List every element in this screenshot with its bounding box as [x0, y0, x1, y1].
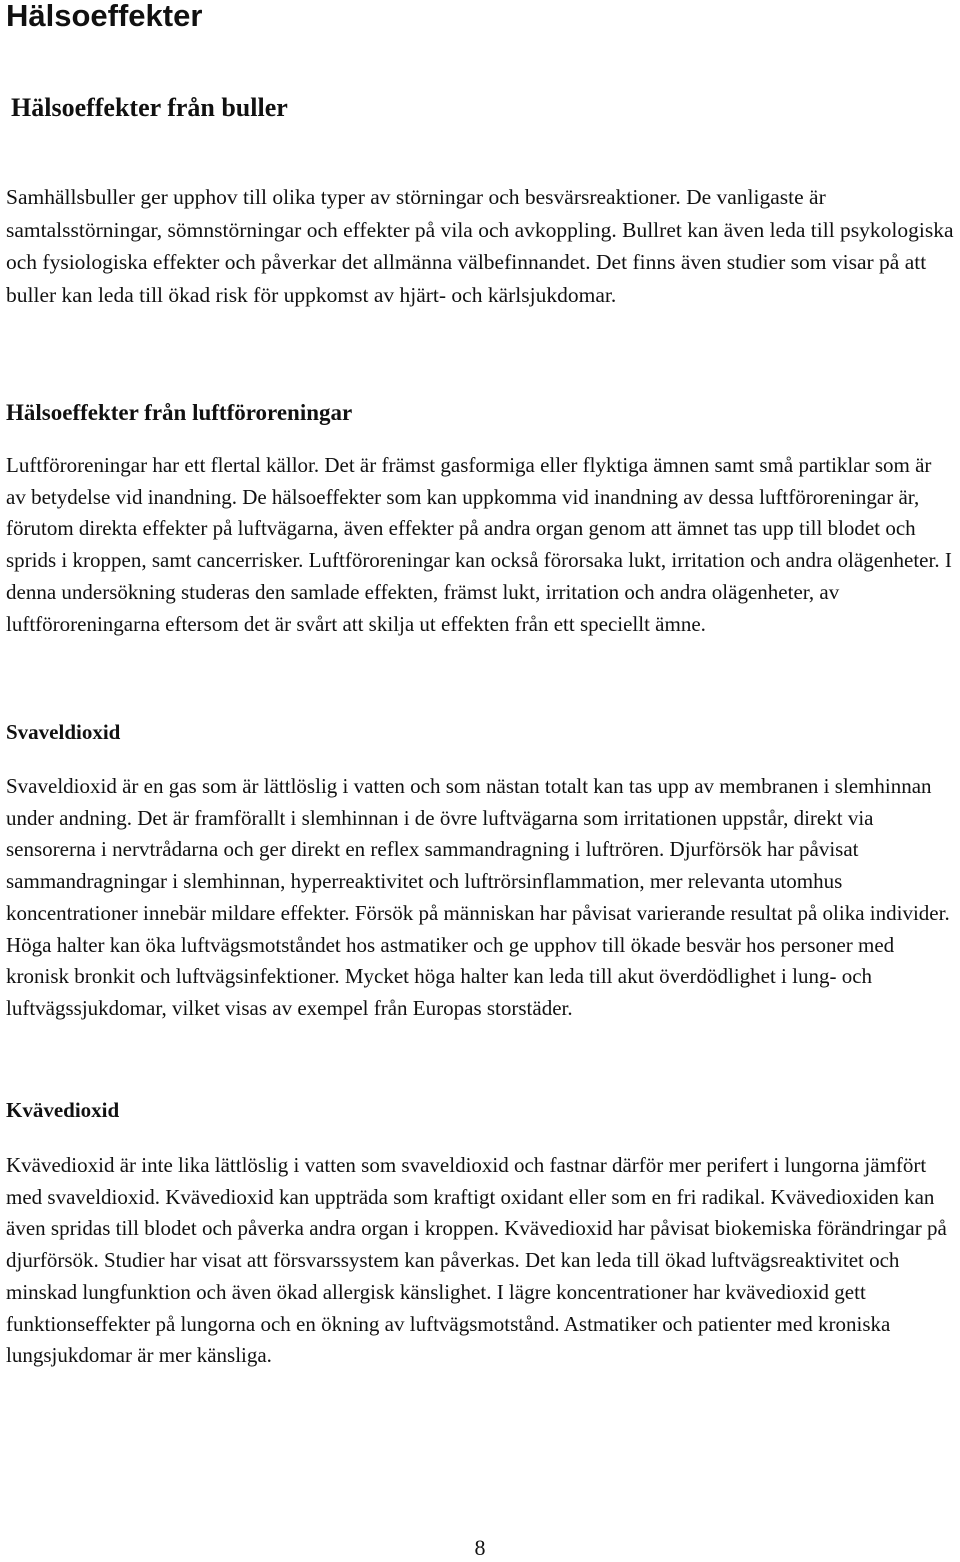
section-heading-kvavedioxid: Kvävedioxid — [6, 1098, 120, 1122]
section-heading-luftfororeningar: Hälsoeffekter från luftföroreningar — [6, 400, 353, 425]
page-number: 8 — [474, 1535, 486, 1560]
paragraph-luftfororeningar: Luftföroreningar har ett flertal källor. Det är främst gasformiga eller flyktiga ämnen samt små partiklar som är av betydelse vid inandning. De hälsoeffekter som kan uppkomma vid inandning av dessa luftföroreningar är, förutom direkta effekter på luftvägarna, även effekter på andra organ genom att ämnet tas upp till blodet och sprids i kroppen, samt cancerrisker. Luftföroreningar kan också förorsaka lukt, irritation och andra olägenheter. I denna undersökning studeras den samlade effekten, främst lukt, irritation och andra olägenheter, av luftföroreningarna eftersom det är svårt att skilja ut effekten från ett speciellt ämne. — [6, 453, 952, 636]
paragraph-kvavedioxid: Kvävedioxid är inte lika lättlöslig i vatten som svaveldioxid och fastnar därför mer perifert i lungorna jämfört med svaveldioxid. Kvävedioxid kan uppträda som kraftigt oxidant eller som en fri radikal. Kvävedioxiden kan även spridas till blodet och påverka andra organ i kroppen. Kvävedioxid har påvisat biokemiska förändringar på djurförsök. Studier har visat att försvarssystem kan påverkas. Det kan leda till ökad luftvägsreaktivitet och minskad lungfunktion och även ökad allergisk känslighet. I lägre koncentrationer har kvävedioxid gett funktionseffekter på lungorna och en ökning av luftvägsmotstånd. Astmatiker och patienter med kroniska lungsjukdomar är mer känsliga. — [6, 1153, 947, 1368]
paragraph-buller: Samhällsbuller ger upphov till olika typer av störningar och besvärsreaktioner. De vanligaste är samtalsstörningar, sömnstörningar och effekter på vila och avkoppling. Bullret kan även leda till psykologiska och fysiologiska effekter och påverkar det allmänna välbefinnandet. Det finns även studier som visar på att buller kan leda till ökad risk för uppkomst av hjärt- och kärlsjukdomar. — [6, 185, 954, 307]
paragraph-svaveldioxid: Svaveldioxid är en gas som är lättlöslig i vatten och som nästan totalt kan tas upp av membranen i slemhinnan under andning. Det är framförallt i slemhinnan i de övre luftvägarna som irritationen uppstår, direkt via sensorerna i nervtrådarna och ger direkt en reflex sammandragning i luftrören. Djurförsök har påvisat sammandragningar i slemhinnan, hyperreaktivitet och luftrörsinflammation, mer relevanta utomhus koncentrationer innebär mildare effekter. Försök på människan har påvisat varierande resultat på olika individer. Höga halter kan öka luftvägsmotståndet hos astmatiker och ge upphov till ökade besvär hos personer med kronisk bronkit och luftvägsinfektioner. Mycket höga halter kan leda till akut överdödlighet i lung- och luftvägssjukdomar, vilket visas av exempel från Europas storstäder. — [6, 774, 950, 1020]
section-heading-svaveldioxid: Svaveldioxid — [6, 720, 121, 744]
section-heading-buller: Hälsoeffekter från buller — [11, 93, 288, 122]
page-title: Hälsoeffekter — [6, 0, 203, 33]
